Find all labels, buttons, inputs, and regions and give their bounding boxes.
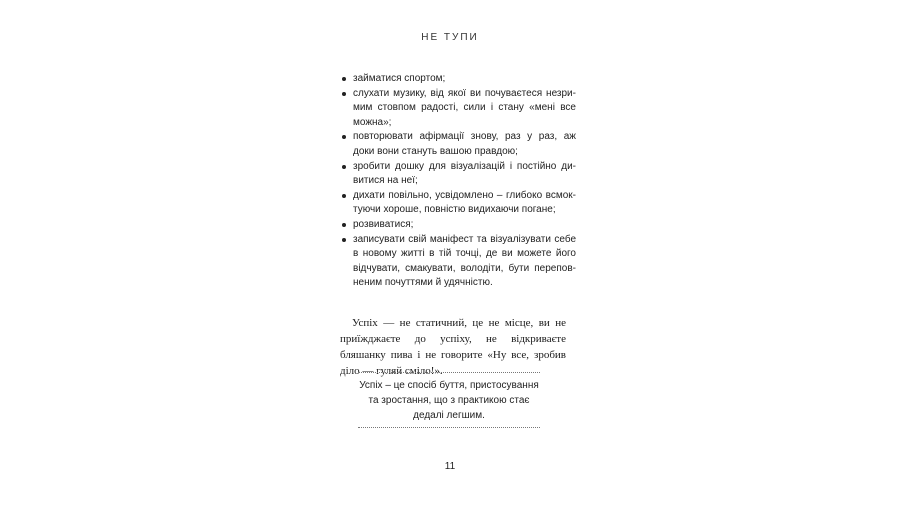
list-item xyxy=(340,233,576,291)
body-paragraph: Успіх — не статичний, це не місце, ви не приїжджаєте до успіху, не відкриваєте бляшанку пива і не говорите «Ну все, зробив діло — гуляй сміло!». xyxy=(340,317,566,377)
list-item xyxy=(340,72,576,87)
pull-quote: Успіх – це спосіб буття, пристосування та зростання, що з практикою стає дедалі легшим. xyxy=(358,372,540,428)
bullet-icon xyxy=(342,135,346,139)
list-item-text: дихати повільно, усвідомлено – глибоко всмоктуючи хороше, повністю видихаючи погане; xyxy=(353,189,576,216)
list-item-text: записувати свій маніфест та візуалізувати себе в новому житті в тій точці, де ви можете його відчувати, смакувати, володіти, бути переповненим почуттями й удячністю. xyxy=(353,233,576,289)
bullet-icon xyxy=(342,77,346,81)
list-item-text: займатися спортом; xyxy=(353,73,446,84)
list-item xyxy=(340,189,576,218)
list-item-text: розвиватися; xyxy=(353,218,414,230)
bullet-icon xyxy=(342,92,346,96)
bullet-icon xyxy=(342,238,346,242)
list-item xyxy=(340,130,576,159)
list-item-text: слухати музику, від якої ви почуваєтеся незримим стовпом радості, сили і стану «мені все можна»; xyxy=(353,87,576,128)
list-item-text: повторювати афірмації знову, раз у раз, аж доки вони стануть вашою правдою; xyxy=(353,131,576,157)
list-item xyxy=(340,160,576,189)
running-head: НЕ ТУПИ xyxy=(421,32,479,43)
bullet-icon xyxy=(342,165,346,169)
list-item xyxy=(340,218,576,233)
bullet-icon xyxy=(342,194,346,198)
bullet-list xyxy=(340,72,576,291)
page-number: 11 xyxy=(444,461,456,472)
list-item-text: зробити дошку для візуалізацій і постійно дивитися на неї; xyxy=(353,160,576,187)
bullet-icon xyxy=(342,223,346,227)
list-item xyxy=(340,87,576,131)
